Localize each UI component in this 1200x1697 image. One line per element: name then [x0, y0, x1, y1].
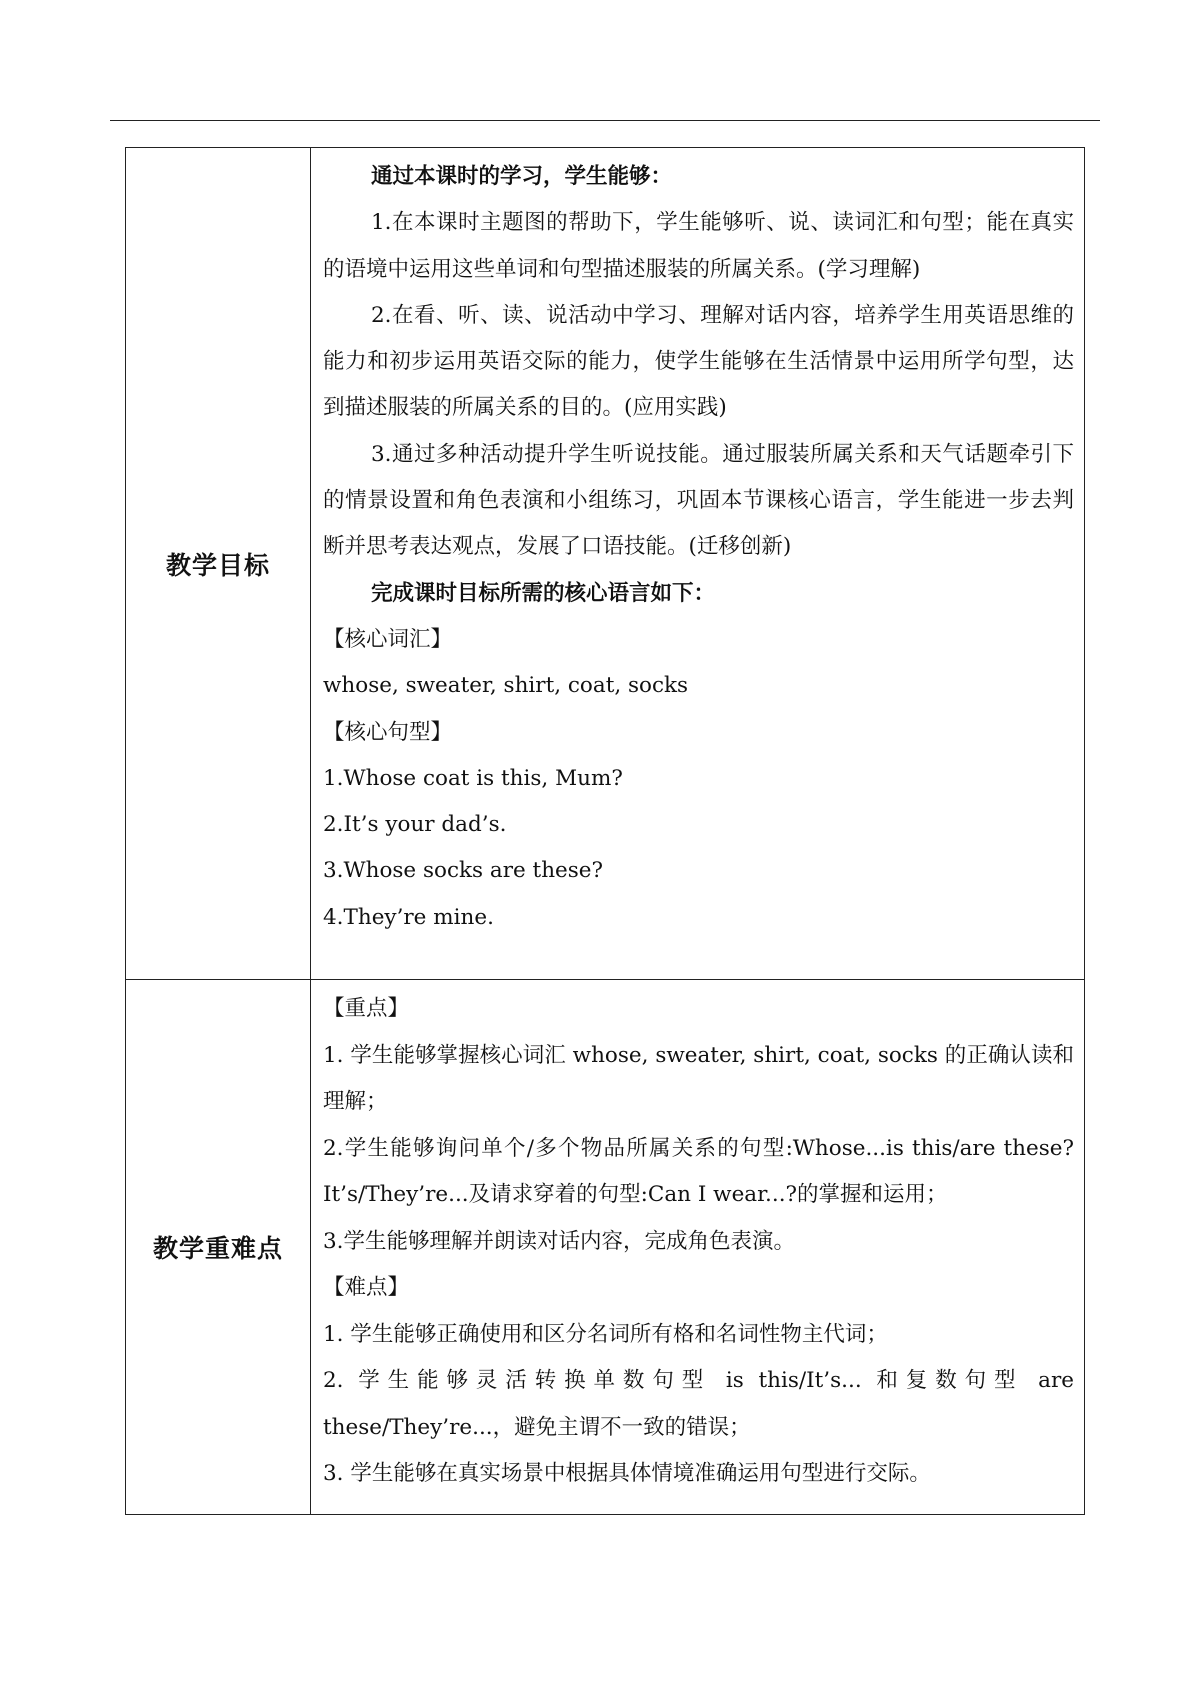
vocab-list: whose, sweater, shirt, coat, socks [323, 673, 689, 699]
key-item-3: 3.学生能够理解并朗读对话内容，完成角色表演。 [323, 1228, 796, 1254]
sentence-heading: 【核心句型】 [323, 719, 453, 745]
lesson-plan-table [125, 147, 1085, 1515]
key-item-1: 1. 学生能够掌握核心词汇 whose, sweater, shirt, coat, socks 的正确认读和理解； [323, 1042, 1074, 1114]
vocab-heading: 【核心词汇】 [323, 626, 453, 652]
key-heading: 【重点】 [323, 996, 410, 1021]
sentence-item-2: 2.It’s your dad’s. [323, 812, 507, 838]
objectives-label: 教学目标 [126, 148, 311, 980]
sentence-item-3: 3.Whose socks are these? [323, 858, 604, 884]
objectives-intro: 通过本课时的学习，学生能够： [371, 164, 673, 189]
keypoints-label: 教学重难点 [126, 980, 311, 1515]
objectives-row [126, 148, 1085, 980]
core-language-intro: 完成课时目标所需的核心语言如下： [371, 580, 716, 606]
sentence-item-1: 1.Whose coat is this, Mum? [323, 765, 623, 791]
key-item-2: 2.学生能够询问单个/多个物品所属关系的句型:Whose...is this/are these? It’s/They’re...及请求穿着的句型:Can I wear...?的掌握和运用； [323, 1135, 1074, 1207]
header-rule [110, 120, 1100, 121]
sentence-item-4: 4.They’re mine. [323, 904, 494, 930]
difficult-item-3: 3. 学生能够在真实场景中根据具体情境准确运用句型进行交际。 [323, 1461, 931, 1486]
difficult-item-1: 1. 学生能够正确使用和区分名词所有格和名词性物主代词； [323, 1321, 888, 1347]
objective-item-3: 3.通过多种活动提升学生听说技能。通过服装所属关系和天气话题牵引下的情景设置和角色表演和小组练习，巩固本节课核心语言，学生能进一步去判断并思考表达观点，发展了口语技能。(迁移创新) [323, 441, 1074, 560]
keypoints-content [311, 980, 1085, 1515]
objective-item-2: 2.在看、听、读、说活动中学习、理解对话内容，培养学生用英语思维的能力和初步运用英语交际的能力，使学生能够在生活情景中运用所学句型，达到描述服装的所属关系的目的。(应用实践) [323, 302, 1074, 421]
keypoints-row [126, 980, 1085, 1515]
objective-item-1: 1.在本课时主题图的帮助下，学生能够听、说、读词汇和句型；能在真实的语境中运用这些单词和句型描述服装的所属关系。(学习理解) [323, 210, 1074, 282]
difficult-heading: 【难点】 [323, 1275, 410, 1300]
difficult-item-2: 2. 学生能够灵活转换单数句型 is this/It’s... 和复数句型 are these/They’re...，避免主谓不一致的错误； [323, 1368, 1074, 1440]
objectives-content [311, 148, 1085, 980]
